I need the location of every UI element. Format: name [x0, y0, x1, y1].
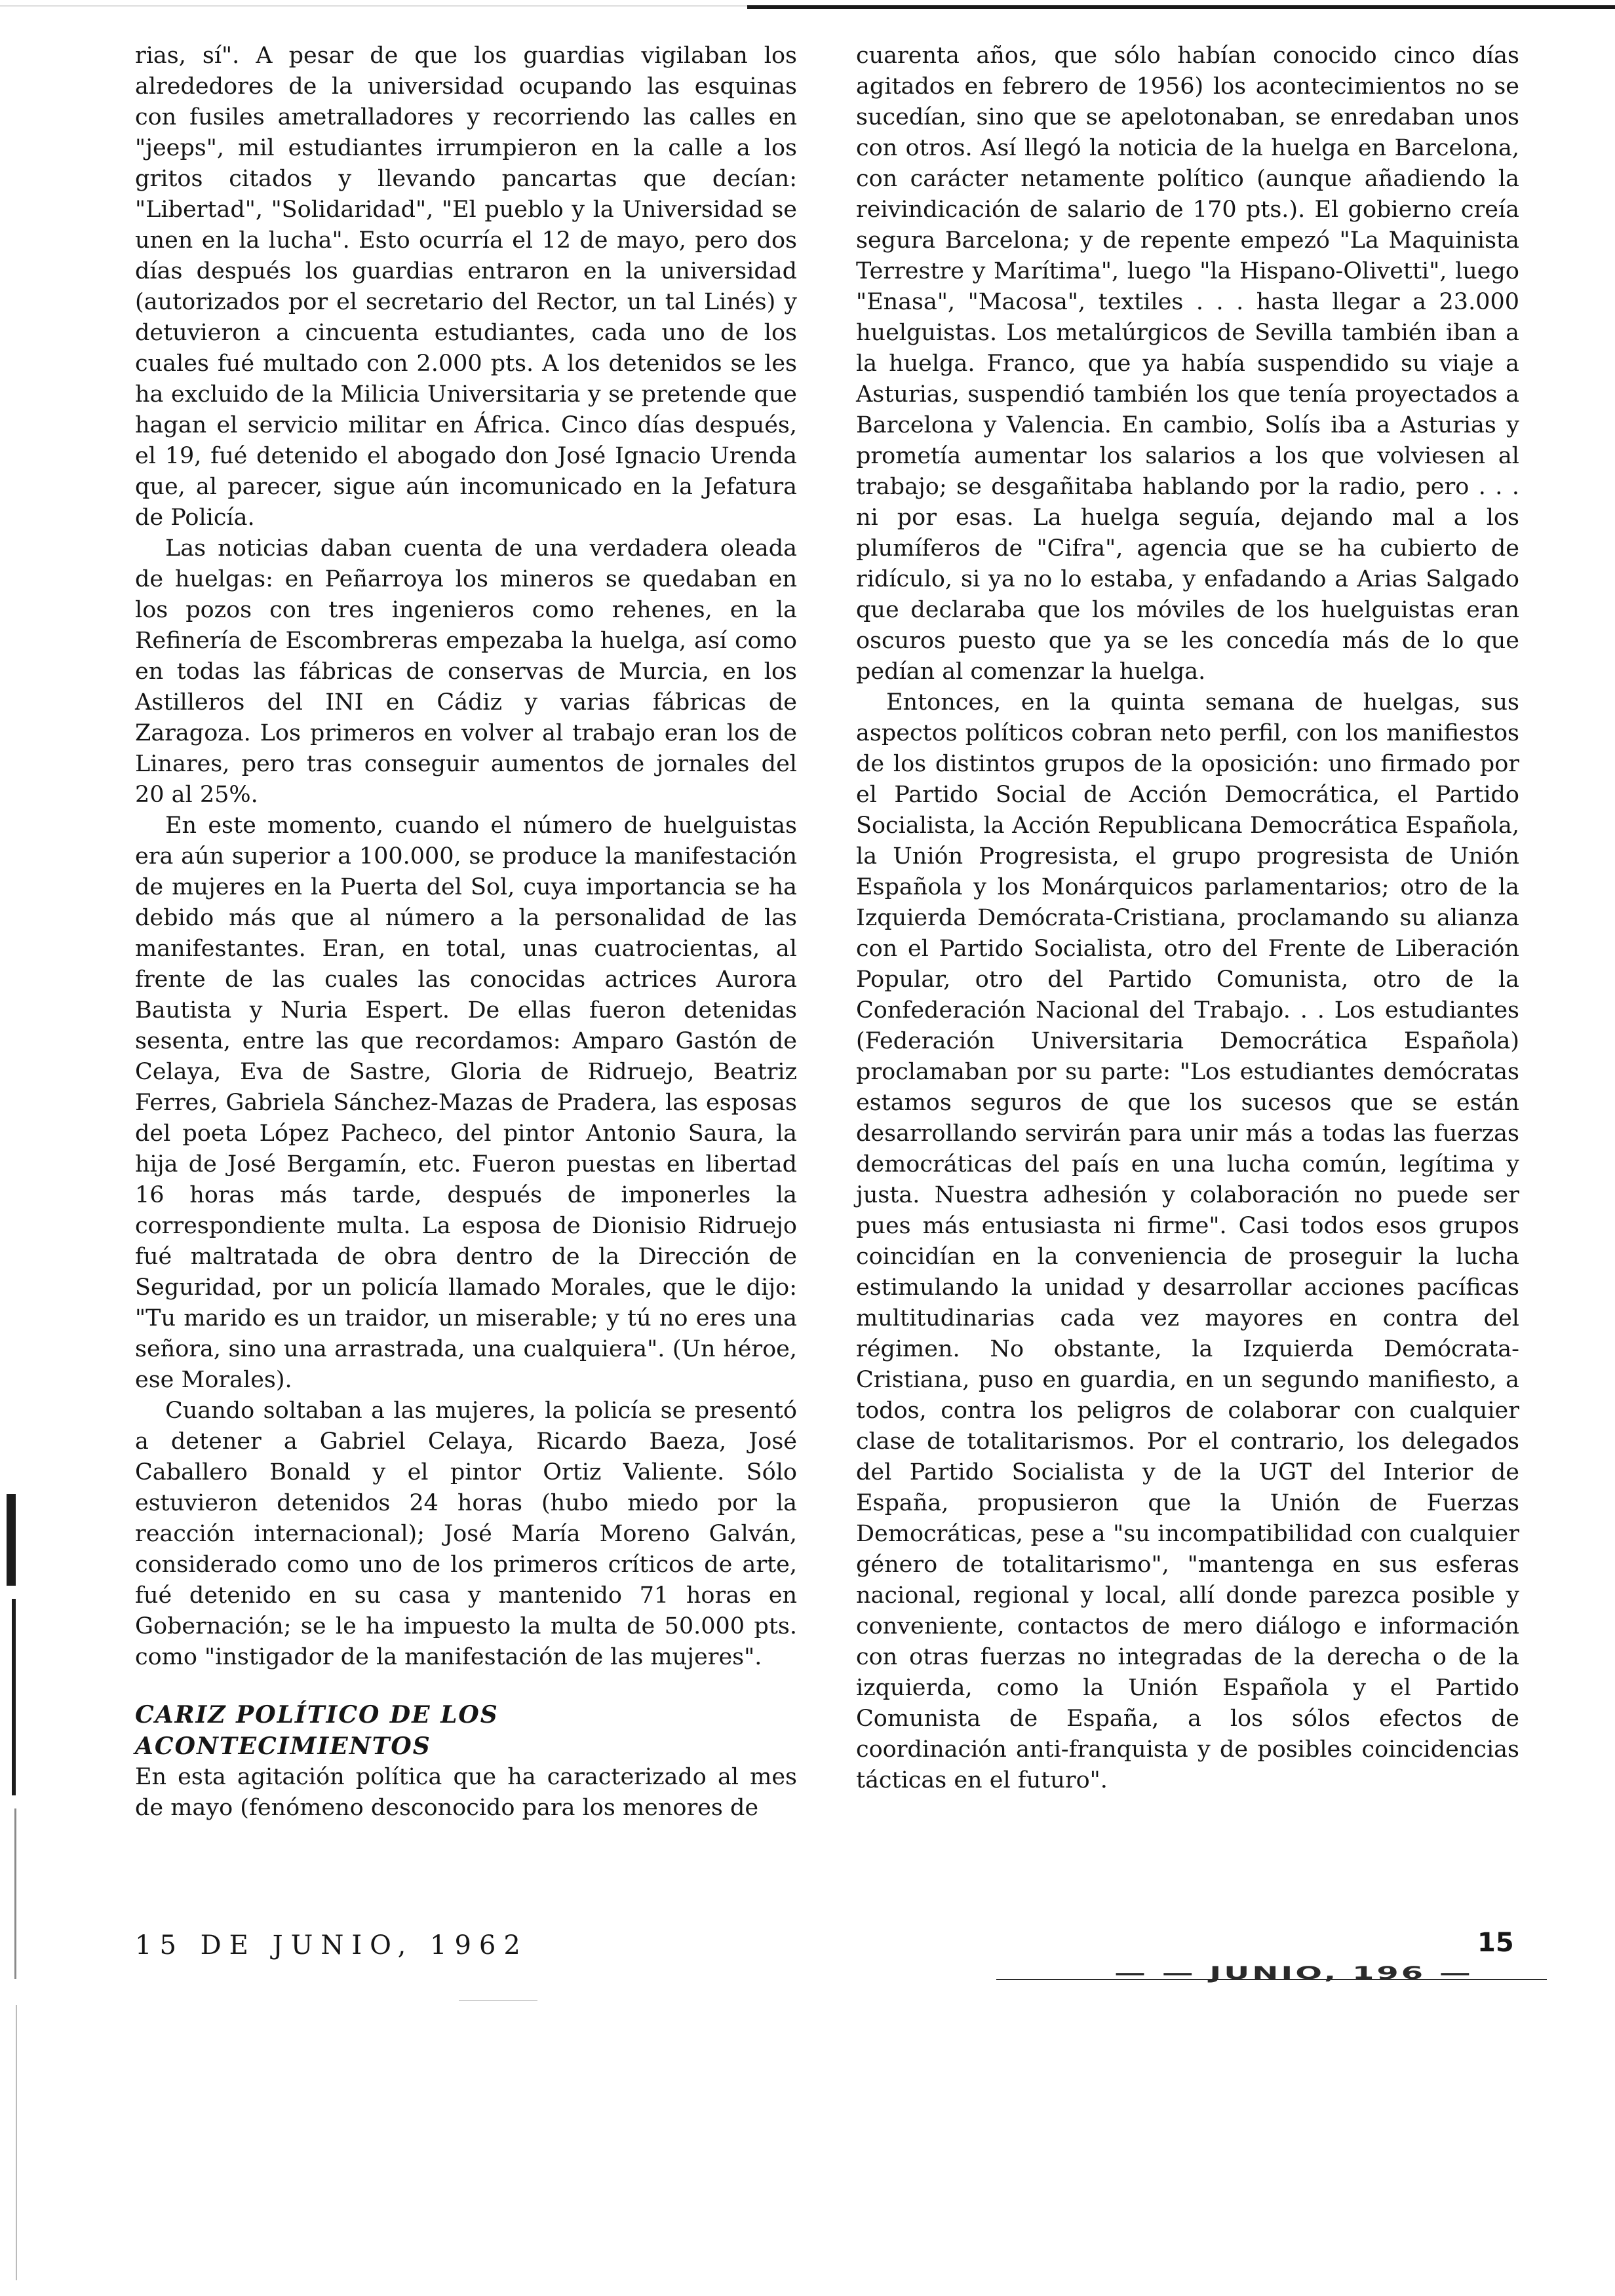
page-number: 15	[1477, 1928, 1514, 1958]
paragraph: En este momento, cuando el número de huelguistas era aún superior a 100.000, se produce la manifestación de mujeres en la Puerta del Sol, cuya importancia se ha debido más que al número a la personalidad de las manifestantes. Eran, en total, unas cuatrocientas, al frente de las cuales las conocidas actrices Aurora Bautista y Nuria Espert. De ellas fueron detenidas sesenta, entre las que recordamos: Amparo Gastón de Celaya, Eva de Sastre, Gloria de Ridruejo, Beatriz Ferres, Gabriela Sánchez-Mazas de Pradera, las esposas del poeta López Pacheco, del pintor Antonio Saura, la hija de José Bergamín, etc. Fueron puestas en libertad 16 horas más tarde, después de imponerles la correspondiente multa. La esposa de Dionisio Ridruejo fué maltratada de obra dentro de la Dirección de Seguridad, por un policía llamado Morales, que le dijo: "Tu marido es un traidor, un miserable; y tú no eres una señora, sino una arrastrada, una cualquiera". (Un héroe, ese Morales).	[135, 813, 797, 1393]
right-column	[856, 41, 1519, 1796]
paragraph: Las noticias daban cuenta de una verdadera oleada de huelgas: en Peñarroya los mineros se quedaban en los pozos con tres ingenieros como rehenes, en la Refinería de Escombreras empezaba la huelga, así como en todas las fábricas de conservas de Murcia, en los Astilleros del INI en Cádiz y varias fábricas de Zaragoza. Los primeros en volver al trabajo eran los de Linares, pero tras conseguir aumentos de jornales del 20 al 25%.	[135, 535, 797, 808]
binding-mark	[12, 1599, 16, 1795]
binding-mark	[14, 1808, 16, 1979]
paragraph: rias, sí". A pesar de que los guardias vigilaban los alrededores de la universidad ocupando las esquinas con fusiles ametralladores y recorriendo las calles en "jeeps", mil estudiantes irrumpieron en la calle a los gritos citados y llevando pancartas que decían: "Libertad", "Solidaridad", "El pueblo y la Universidad se unen en la lucha". Esto ocurría el 12 de mayo, pero dos días después los guardias entraron en la universidad (autorizados por el secretario del Rector, un tal Linés) y detuvieron a cincuenta estudiantes, cada uno de los cuales fué multado con 2.000 pts. A los detenidos se les ha excluido de la Milicia Universitaria y se pretende que hagan el servicio militar en África. Cinco días después, el 19, fué detenido el abogado don José Ignacio Urenda que, al parecer, sigue aún incomunicado en la Jefatura de Policía.	[135, 43, 797, 531]
paragraph: En esta agitación política que ha caracterizado al mes de mayo (fenómeno desconocido para los menores de	[135, 1764, 797, 1821]
section-heading: CARIZ POLÍTICO DE LOS ACONTECIMIENTOS	[135, 1701, 499, 1760]
paragraph: Entonces, en la quinta semana de huelgas, sus aspectos políticos cobran neto perfil, con los manifiestos de los distintos grupos de la oposición: uno firmado por el Partido Social de Acción Democrática, el Partido Socialista, la Acción Republicana Democrática Española, la Unión Progresista, el grupo progresista de Unión Española y los Monárquicos parlamentarios; otro de la Izquierda Demócrata-Cristiana, proclamando su alianza con el Partido Socialista, otro del Frente de Liberación Popular, otro del Partido Comunista, otro de la Confederación Nacional del Trabajo. . . Los estudiantes (Federación Universitaria Democrática Española) proclamaban por su parte: "Los estudiantes demócratas estamos seguros de que los sucesos que se están desarrollando servirán para unir más a todas las fuerzas democráticas del país en una lucha común, legítima y justa. Nuestra adhesión y colaboración no puede ser pues más entusiasta ni firme". Casi todos esos grupos coincidían en la conveniencia de proseguir la lucha estimulando la unidad y desarrollar acciones pacíficas multitudinarias cada vez mayores en contra del régimen. No obstante, la Izquierda Demócrata-Cristiana, puso en guardia, en un segundo manifiesto, a todos, contra los peligros de colaborar con cualquier clase de totalitarismos. Por el contrario, los delegados del Partido Socialista y de la UGT del Interior de España, propusieron que la Unión de Fuerzas Democráticas, pese a "su incompatibilidad con cualquier género de totalitarismo", "mantenga en sus esferas nacional, regional y local, allí donde parezca posible y conveniente, contactos de mero diálogo e información con otras fuerzas no integradas de la derecha o de la izquierda, como la Unión Española y el Partido Comunista de España, a los sólos efectos de coordinación anti-franquista y de posibles coincidencias tácticas en el futuro".	[856, 689, 1519, 1793]
paragraph: Cuando soltaban a las mujeres, la policía se presentó a detener a Gabriel Celaya, Ricardo Baeza, José Caballero Bonald y el pintor Ortiz Valiente. Sólo estuvieron detenidos 24 horas (hubo miedo por la reacción internacional); José María Moreno Galván, considerado como uno de los primeros críticos de arte, fué detenido en su casa y mantenido 71 horas en Gobernación; se le ha impuesto la multa de 50.000 pts. como "instigador de la manifestación de las mujeres".	[135, 1398, 797, 1670]
top-edge-rule-heavy	[747, 5, 1615, 9]
bleed-through-text: — — JUNIO, 196 —	[1114, 1963, 1473, 1983]
issue-date: 15 DE JUNIO, 1962	[135, 1930, 528, 1961]
left-column	[135, 41, 797, 1824]
paragraph: cuarenta años, que sólo habían conocido cinco días agitados en febrero de 1956) los acontecimientos no se sucedían, sino que se apelotonaban, se enredaban unos con otros. Así llegó la noticia de la huelga en Barcelona, con carácter netamente político (aunque añadiendo la reivindicación de salario de 170 pts.). El gobierno creía segura Barcelona; y de repente empezó "La Maquinista Terrestre y Marítima", luego "la Hispano-Olivetti", luego "Enasa", "Macosa", textiles . . . hasta llegar a 23.000 huelguistas. Los metalúrgicos de Sevilla también iban a la huelga. Franco, que ya había suspendido su viaje a Asturias, suspendió también los que tenía proyectados a Barcelona y Valencia. En cambio, Solís iba a Asturias y prometía aumentar los salarios a los que volviesen al trabajo; se desgañitaba hablando por la radio, pero . . . ni por esas. La huelga seguía, dejando mal a los plumíferos de "Cifra", agencia que se ha cubierto de ridículo, si ya no lo estaba, y enfadando a Arias Salgado que declaraba que los móviles de los huelguistas eran oscuros puesto que ya se les concedía más de lo que pedían al comenzar la huelga.	[856, 43, 1519, 685]
top-edge-rule	[0, 5, 747, 7]
binding-mark	[16, 2005, 17, 2280]
binding-mark	[7, 1494, 16, 1586]
scan-artifact	[459, 2000, 537, 2001]
